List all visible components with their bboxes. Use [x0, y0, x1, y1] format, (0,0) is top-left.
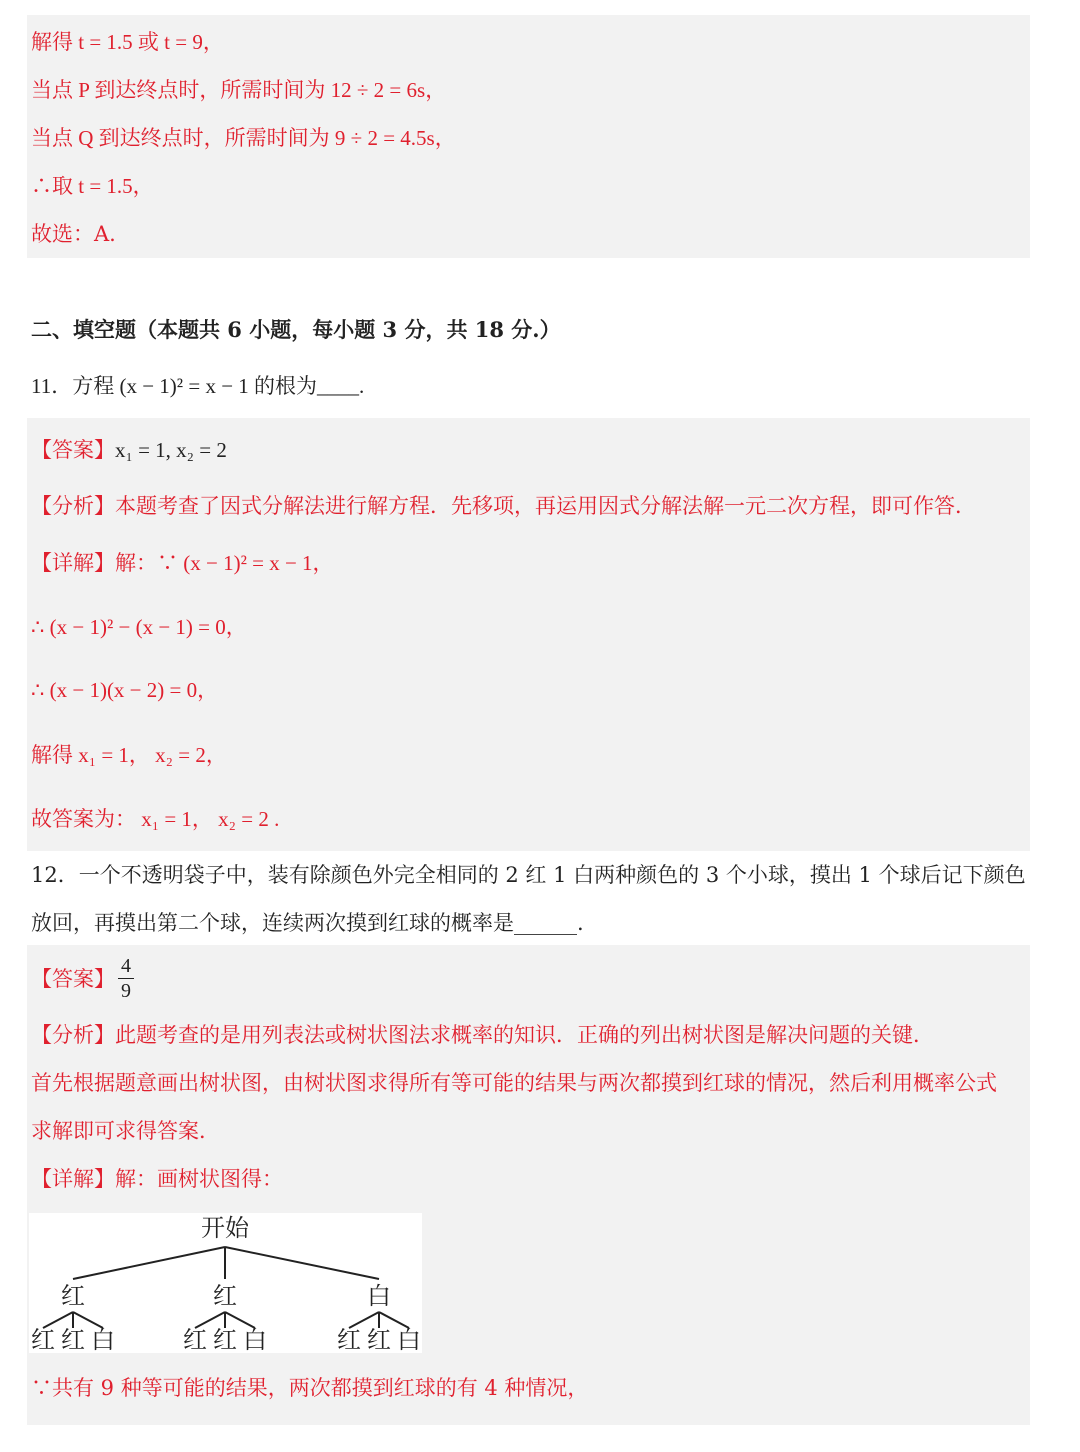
tree-node-l1: 白	[367, 1282, 391, 1310]
detail-tag: 【详解】	[31, 1167, 115, 1191]
fraction-denominator: 9	[121, 980, 131, 1002]
answer-tag: 【答案】	[31, 438, 115, 462]
section-heading: 二、填空题（本题共 6 小题，每小题 3 分，共 18 分.）	[31, 317, 561, 342]
tree-diagram	[29, 1213, 422, 1353]
detail-text: 解：∵ (x − 1)² = x − 1，	[115, 551, 334, 575]
tree-node-l2: 红	[337, 1326, 361, 1354]
analysis-line2: 首先根据题意画出树状图，由树状图求得所有等可能的结果与两次都摸到红球的情况，然后利用概率公式	[31, 1071, 997, 1095]
solution-choice: 故选：A.	[31, 222, 116, 246]
solution-step: ∴ (x − 1)(x − 2) = 0，	[31, 678, 219, 702]
question-12-line1: 12．一个不透明袋子中，装有除颜色外完全相同的 2 红 1 白两种颜色的 3 个小球，摸出 1 个球后记下颜色	[31, 863, 1026, 887]
solution-line: 当点 P 到达终点时，所需时间为 12 ÷ 2 = 6s，	[31, 78, 447, 102]
question-12-line2: 放回，再摸出第二个球，连续两次摸到红球的概率是______.	[31, 911, 584, 935]
analysis-text: 此题考查的是用列表法或树状图法求概率的知识．正确的列出树状图是解决问题的关键．	[115, 1023, 934, 1047]
tree-root: 开始	[201, 1214, 249, 1242]
question-11: 11．方程 (x − 1)² = x − 1 的根为____.	[31, 374, 365, 398]
fraction-numerator: 4	[121, 955, 131, 977]
tree-node-l2: 红	[367, 1326, 391, 1354]
detail-row	[31, 1164, 283, 1194]
tree-node-l1: 红	[61, 1282, 85, 1310]
solution-line: 解得 t = 1.5 或 t = 9，	[31, 30, 224, 54]
analysis-row	[31, 1020, 934, 1050]
tree-edge	[73, 1247, 225, 1279]
detail-tag: 【详解】	[31, 551, 115, 575]
answer-row	[31, 435, 227, 465]
tree-node-l2: 红	[183, 1326, 207, 1354]
tree-edge	[225, 1247, 379, 1279]
answer-fraction	[118, 955, 134, 1002]
answer-value: x₁ = 1, x₂ = 2	[115, 438, 227, 462]
detail-text: 解：画树状图得：	[115, 1167, 283, 1191]
analysis-line3: 求解即可求得答案．	[31, 1119, 220, 1143]
tree-node-l2: 红	[31, 1326, 55, 1354]
fraction-bar	[118, 978, 134, 979]
analysis-tag: 【分析】	[31, 1023, 115, 1047]
analysis-text: 本题考查了因式分解法进行解方程．先移项，再运用因式分解法解一元二次方程，即可作答．	[115, 494, 976, 518]
solution-step: ∴ (x − 1)² − (x − 1) = 0，	[31, 615, 247, 639]
tree-node-l2: 白	[397, 1326, 421, 1354]
tree-node-l2: 白	[243, 1326, 267, 1354]
solution-line: 当点 Q 到达终点时，所需时间为 9 ÷ 2 = 4.5s，	[31, 126, 456, 150]
tree-node-l2: 红	[213, 1326, 237, 1354]
detail-row	[31, 548, 334, 578]
result-line: ∵共有 9 种等可能的结果，两次都摸到红球的有 4 种情况，	[31, 1376, 589, 1400]
analysis-tag: 【分析】	[31, 494, 115, 518]
solution-line: ∴取 t = 1.5，	[31, 174, 154, 198]
tree-node-l2: 红	[61, 1326, 85, 1354]
solution-step: 解得 x₁ = 1， x₂ = 2，	[31, 743, 227, 767]
tree-node-l2: 白	[91, 1326, 115, 1354]
tree-node-l1: 红	[213, 1282, 237, 1310]
analysis-row	[31, 491, 976, 521]
answer-tag: 【答案】	[31, 967, 115, 991]
conclusion: 故答案为： x₁ = 1， x₂ = 2 .	[31, 807, 280, 831]
